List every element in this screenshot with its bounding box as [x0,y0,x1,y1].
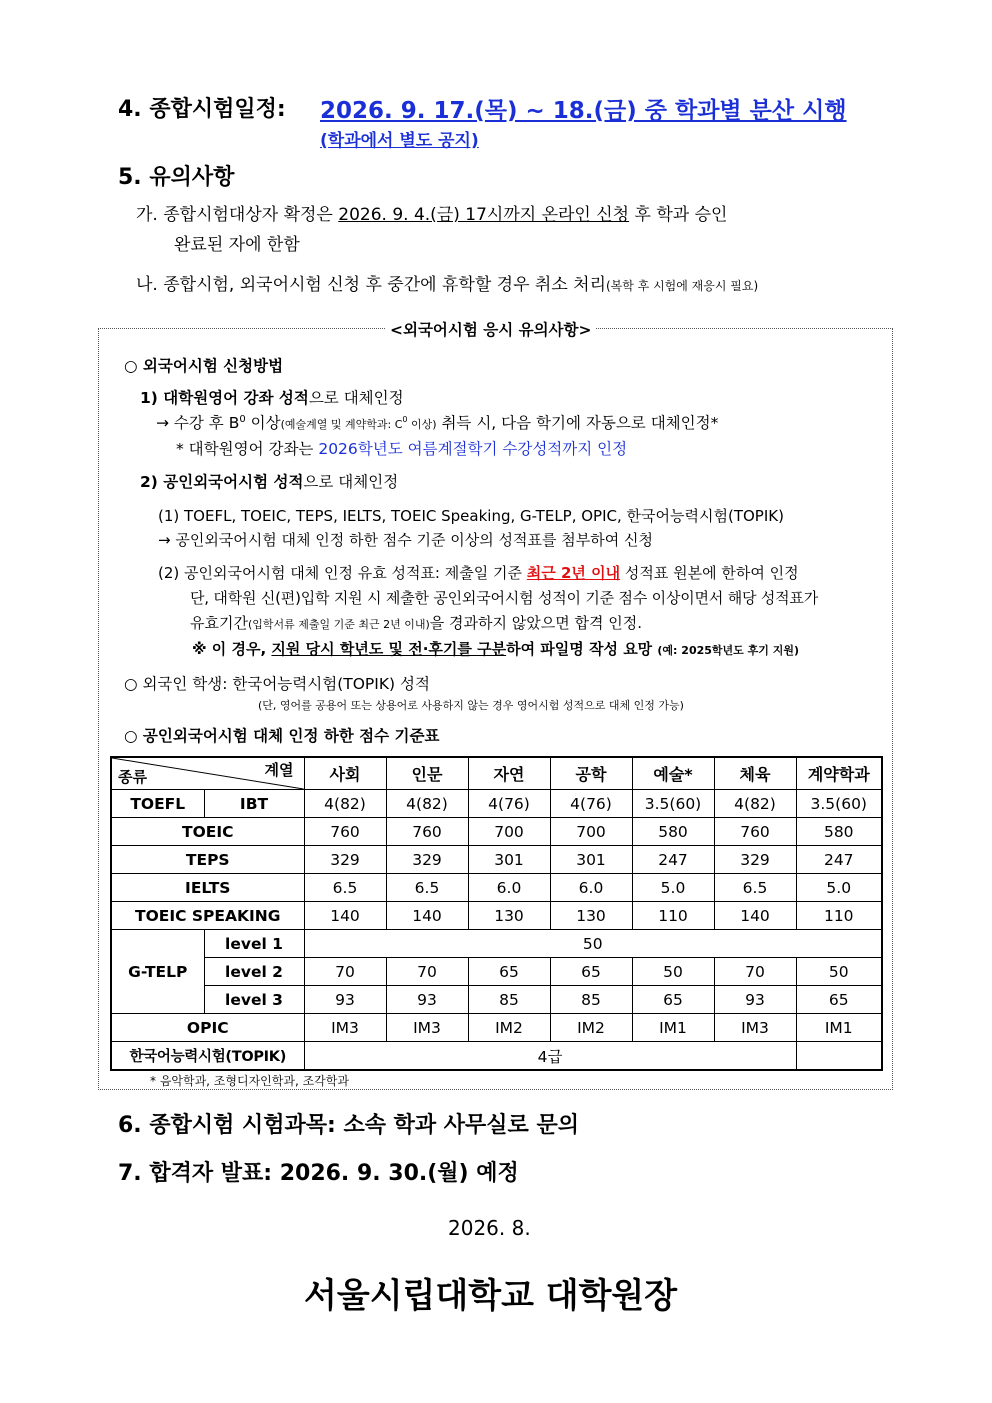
cell: 4급 [304,1042,796,1071]
cell: 3.5(60) [796,790,882,818]
cell: 3.5(60) [632,790,714,818]
cell: 6.5 [714,874,796,902]
cell: IM3 [386,1014,468,1042]
cell: 6.0 [468,874,550,902]
col-header: 사회 [304,757,386,790]
corner-label-field: 계열 [264,761,294,779]
cell: 329 [386,846,468,874]
table-row-toeic [111,818,882,846]
cell: 6.0 [550,874,632,902]
item2-2 [158,562,799,583]
cell: 93 [714,986,796,1014]
section-5-heading: 5. 유의사항 [118,165,235,190]
table-footnote: * 음악학과, 조형디자인학과, 조각학과 [150,1074,349,1088]
notice-ga-prefix: 가. 종합시험대상자 확정은 [136,205,339,225]
row-sublabel: IBT [204,790,304,818]
box-title: <외국어시험 응시 유의사항> [386,318,595,340]
item2-2-note-underlined: 지원 당시 학년도 및 전·후기를 구분 [271,640,507,658]
schedule-note: (학과에서 별도 공지) [320,131,479,151]
cell: 247 [632,846,714,874]
item2-2-line2: 단, 대학원 신(편)입학 지원 시 제출한 공인외국어시험 성적이 기준 점수 이상이면서 해당 성적표가 [190,589,819,607]
row-label: OPIC [111,1014,304,1042]
item1-rest: 으로 대체인정 [308,389,404,407]
issuer-signature: 서울시립대학교 대학원장 [304,1276,678,1316]
item2-rest: 으로 대체인정 [303,473,399,491]
cell: 140 [386,902,468,930]
cell: 50 [632,958,714,986]
item2-heading [140,470,398,492]
cell: 760 [304,818,386,846]
item1-line2-small-sup: 0 [402,414,408,424]
cell: 6.5 [304,874,386,902]
cell: 50 [304,930,882,958]
item2-2-note-a: ※ 이 경우, [192,640,272,658]
table-header-row [111,757,882,790]
cell: IM1 [632,1014,714,1042]
cell: 70 [304,958,386,986]
cell: 4(82) [386,790,468,818]
item2-2-line3-small: (입학서류 제출일 기준 최근 2년 이내) [247,618,430,631]
cell: 580 [632,818,714,846]
cell: 65 [550,958,632,986]
foreign-student-heading: ○ 외국인 학생: 한국어능력시험(TOPIK) 성적 [124,675,430,693]
row-sublabel: level 3 [204,986,304,1014]
cell: 5.0 [796,874,882,902]
cell: 85 [550,986,632,1014]
item2-2-line3 [190,612,642,633]
cell: 6.5 [386,874,468,902]
cell: 760 [386,818,468,846]
notice-ga-deadline: 2026. 9. 4.(금) 17시까지 온라인 신청 [338,205,630,225]
foreign-student-note: (단, 영어를 공용어 또는 상용어로 사용하지 않는 경우 영어시험 성적으로 대체 인정 가능) [258,699,684,712]
item1-line2-small-end: 이상) [407,418,437,431]
item2-2-note [192,638,799,659]
table-row-teps [111,846,882,874]
cell: 130 [468,902,550,930]
table-row-opic [111,1014,882,1042]
row-label: G-TELP [111,930,204,1014]
item1-line2 [156,411,718,433]
item1-line2-c: 취득 시, 다음 학기에 자동으로 대체인정* [436,414,719,432]
table-row-ielts [111,874,882,902]
table-row-toeic-speaking [111,902,882,930]
cell: 4(76) [550,790,632,818]
cell-empty [796,1042,882,1071]
cell: 580 [796,818,882,846]
item1-line2-sup: 0 [239,413,246,425]
cell: 93 [386,986,468,1014]
cell: IM1 [796,1014,882,1042]
row-label: TOEFL [111,790,204,818]
cell: 93 [304,986,386,1014]
score-table [110,756,883,1071]
table-corner-cell [111,757,304,790]
notice-na-text: 나. 종합시험, 외국어시험 신청 후 중간에 휴학할 경우 취소 처리 [136,275,606,295]
cell: 50 [796,958,882,986]
col-header: 자연 [468,757,550,790]
section-7: 7. 합격자 발표: 2026. 9. 30.(월) 예정 [118,1161,519,1186]
item2-2-red: 최근 2년 이내 [526,564,621,582]
row-label: 한국어능력시험(TOPIK) [111,1042,304,1071]
notice-ga-line2: 완료된 자에 한함 [174,235,300,255]
table-row-gtelp-level3 [111,986,882,1014]
col-header: 공학 [550,757,632,790]
cell: 700 [468,818,550,846]
notice-ga-suffix: 후 학과 승인 [629,205,728,225]
item1-bold: 1) 대학원영어 강좌 성적 [140,389,309,407]
cell: 130 [550,902,632,930]
item2-2-line3-b: 을 경과하지 않았으면 합격 인정. [429,614,643,632]
corner-label-type: 종류 [118,768,147,786]
row-sublabel: level 1 [204,930,304,958]
cell: 700 [550,818,632,846]
cell: 110 [796,902,882,930]
item2-1-arrow: → 공인외국어시험 대체 인정 하한 점수 기준 이상의 성적표를 첨부하여 신청 [158,531,653,549]
cell: 110 [632,902,714,930]
row-label: TOEIC SPEAKING [111,902,304,930]
cell: 4(82) [304,790,386,818]
item2-2-line3-a: 유효기간 [190,614,248,632]
table-row-gtelp-level2 [111,958,882,986]
cell: 301 [550,846,632,874]
cell: 85 [468,986,550,1014]
item1-note-blue: 2026학년도 여름계절학기 수강성적까지 인정 [318,440,628,458]
cell: 65 [468,958,550,986]
cell: 5.0 [632,874,714,902]
cell: 70 [386,958,468,986]
table-row-gtelp-level1 [111,930,882,958]
cell: 70 [714,958,796,986]
section-4-label: 4. 종합시험일정: [118,97,286,122]
score-table-heading: ○ 공인외국어시험 대체 인정 하한 점수 기준표 [124,727,440,745]
cell: 329 [714,846,796,874]
row-label: IELTS [111,874,304,902]
item2-2-a: (2) 공인외국어시험 대체 인정 유효 성적표: 제출일 기준 [158,564,527,582]
col-header: 체육 [714,757,796,790]
apply-method-heading: ○ 외국어시험 신청방법 [124,357,284,375]
item2-2-b: 성적표 원본에 한하여 인정 [620,564,799,582]
col-header: 인문 [386,757,468,790]
item1-line2-small: (예술계열 및 계약학과: C [280,418,403,431]
cell: 329 [304,846,386,874]
notice-ga [136,200,727,225]
cell: IM3 [304,1014,386,1042]
item2-1: (1) TOEFL, TOEIC, TEPS, IELTS, TOEIC Speaking, G-TELP, OPIC, 한국어능력시험(TOPIK) [158,507,784,525]
item2-2-note-small: (예: 2025학년도 후기 지원) [657,644,799,657]
cell: 65 [796,986,882,1014]
cell: 140 [304,902,386,930]
row-label: TEPS [111,846,304,874]
document-date: 2026. 8. [448,1216,531,1240]
item1-heading [140,386,404,408]
cell: 4(76) [468,790,550,818]
cell: IM2 [550,1014,632,1042]
cell: 760 [714,818,796,846]
exam-schedule: 2026. 9. 17.(목) ~ 18.(금) 중 학과별 분산 시행 [320,98,847,124]
col-header: 계약학과 [796,757,882,790]
item1-line2-a: → 수강 후 B [156,414,240,432]
item1-note-a: * 대학원영어 강좌는 [176,440,319,458]
table-row-toefl [111,790,882,818]
cell: 140 [714,902,796,930]
cell: IM3 [714,1014,796,1042]
cell: IM2 [468,1014,550,1042]
cell: 65 [632,986,714,1014]
cell: 301 [468,846,550,874]
col-header: 예술* [632,757,714,790]
table-row-topik [111,1042,882,1071]
notice-na-small: (복학 후 시험에 재응시 필요) [606,279,759,293]
notice-na [136,270,758,295]
cell: 4(82) [714,790,796,818]
cell: 247 [796,846,882,874]
row-label: TOEIC [111,818,304,846]
item1-note [176,437,627,459]
section-6: 6. 종합시험 시험과목: 소속 학과 사무실로 문의 [118,1113,579,1138]
row-sublabel: level 2 [204,958,304,986]
item1-line2-b: 이상 [245,414,281,432]
item2-2-note-b: 하여 파일명 작성 요망 [506,640,658,658]
item2-bold: 2) 공인외국어시험 성적 [140,473,304,491]
